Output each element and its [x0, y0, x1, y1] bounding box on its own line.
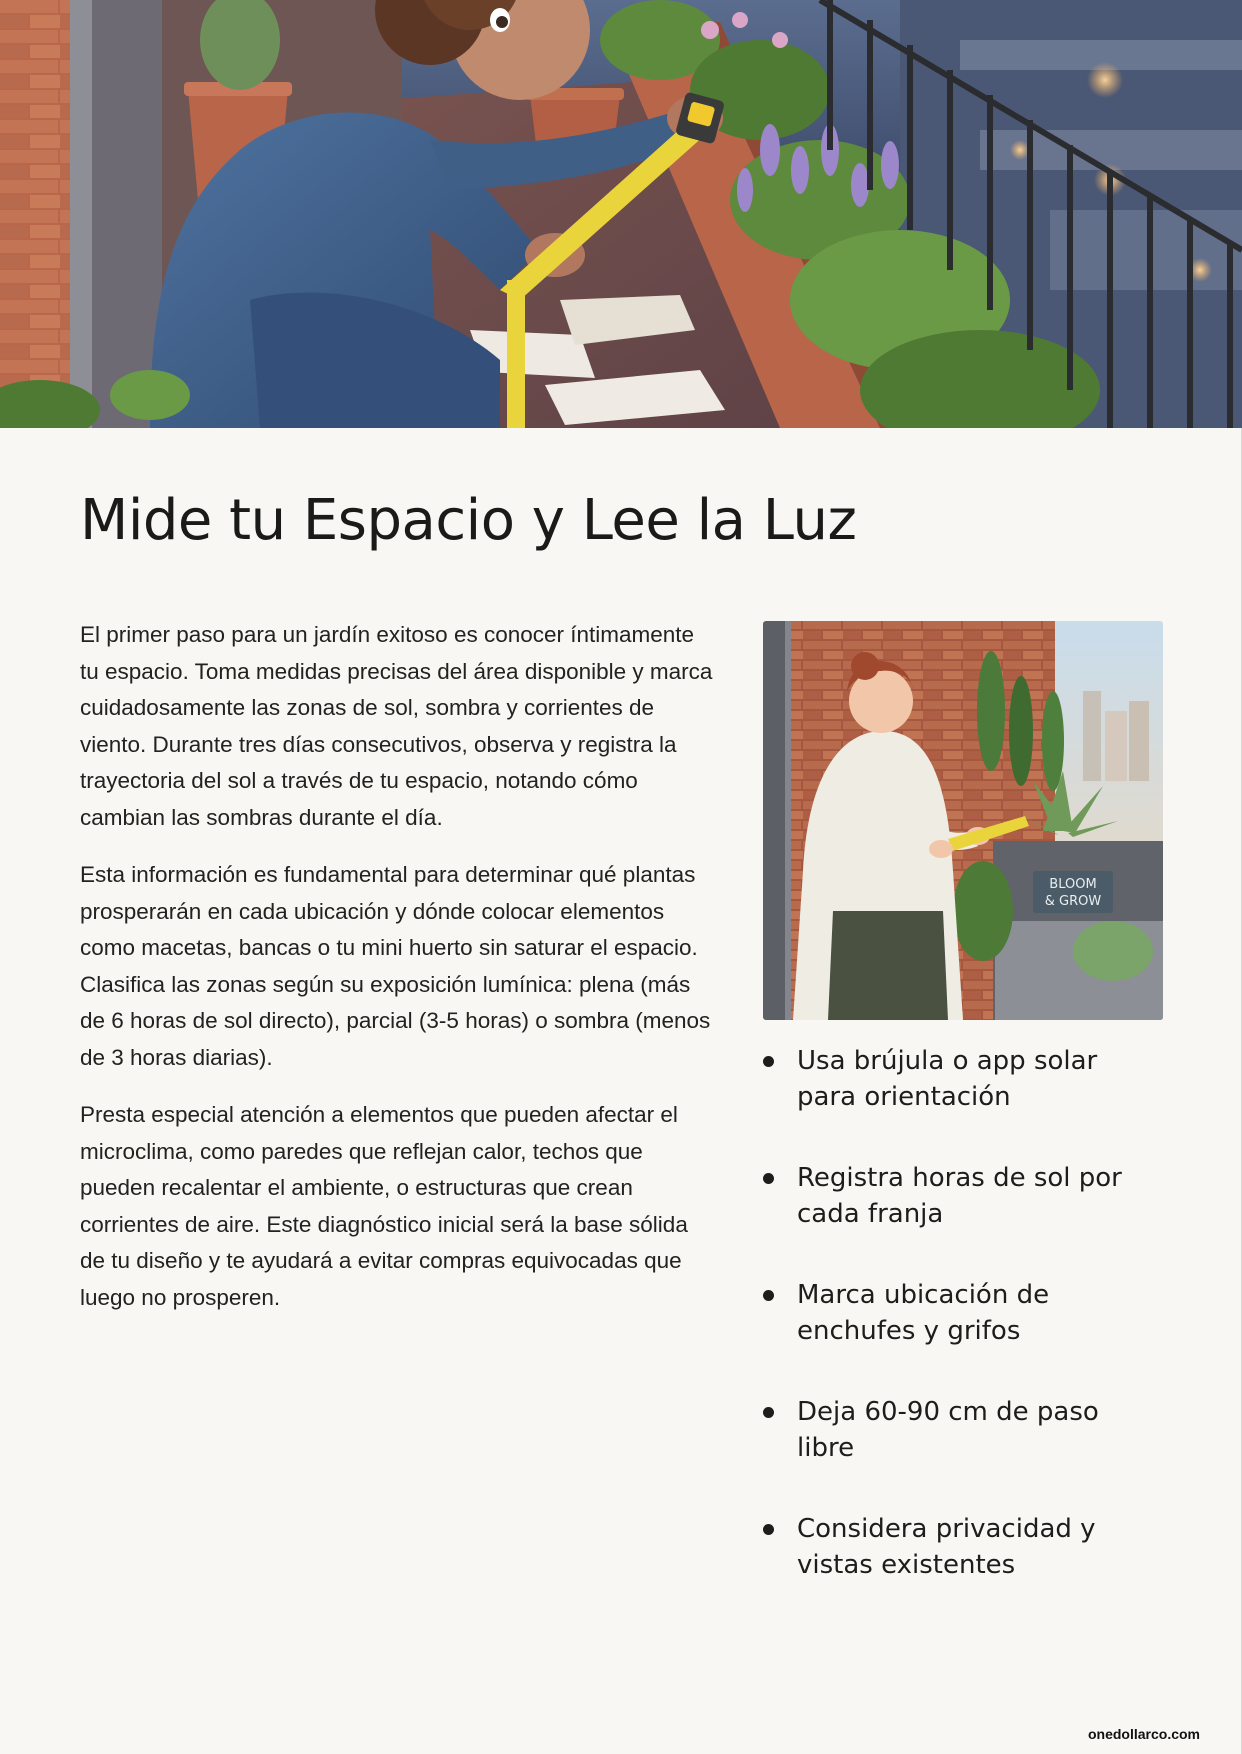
list-item — [760, 1278, 1160, 1395]
list-item — [760, 1044, 1160, 1161]
bullet-dot-icon — [763, 1407, 774, 1418]
bullet-dot-icon — [763, 1056, 774, 1067]
list-item-text: Marca ubicación de enchufes y grifos — [797, 1280, 1050, 1346]
list-item-text: Considera privacidad y vistas existentes — [797, 1514, 1096, 1580]
paragraph-3: Presta especial atención a elementos que pueden afectar el microclima, como paredes que reflejan calor, techos que pueden recalentar el ambiente, o estructuras que crean corrientes de aire. Este diagnóstico inicial será la base sólida de tu diseño y te ayudará a evitar compras equivocadas que luego no prosperen. — [80, 1102, 688, 1310]
list-item — [760, 1161, 1160, 1278]
list-item — [760, 1512, 1160, 1629]
list-item-text: Deja 60-90 cm de paso libre — [797, 1397, 1099, 1463]
list-item-text: Registra horas de sol por cada franja — [797, 1163, 1122, 1229]
page-title: Mide tu Espacio y Lee la Luz — [80, 488, 857, 553]
hero-illustration — [0, 0, 1242, 428]
side-image — [763, 621, 1163, 1020]
bullet-dot-icon — [763, 1173, 774, 1184]
list-item — [760, 1395, 1160, 1512]
list-item-text: Usa brújula o app solar para orientación — [797, 1046, 1098, 1112]
side-illustration — [763, 621, 1163, 1020]
hero-image — [0, 0, 1242, 428]
tips-list — [760, 1044, 1160, 1629]
footer-url: onedollarco.com — [1087, 1726, 1200, 1742]
paragraph-2: Esta información es fundamental para determinar qué plantas prosperarán en cada ubicación y dónde colocar elementos como macetas, bancas o tu mini huerto sin saturar el espacio. Clasifica las zonas según su exposición lumínica: plena (más de 6 horas de sol directo), parcial (3-5 horas) o sombra (menos de 3 horas diarias). — [80, 862, 711, 1070]
bullet-dot-icon — [763, 1290, 774, 1301]
sign-text-line2: & GROW — [1044, 894, 1102, 909]
body-text — [80, 617, 716, 1337]
bullet-dot-icon — [763, 1524, 774, 1535]
paragraph-1: El primer paso para un jardín exitoso es conocer íntimamente tu espacio. Toma medidas precisas del área disponible y marca cuidadosamente las zonas de sol, sombra y corrientes de viento. Durante tres días consecutivos, observa y registra la trayectoria del sol a través de tu espacio, notando cómo cambian las sombras durante el día. — [80, 622, 713, 830]
sign-text-line1: BLOOM — [1049, 877, 1097, 892]
